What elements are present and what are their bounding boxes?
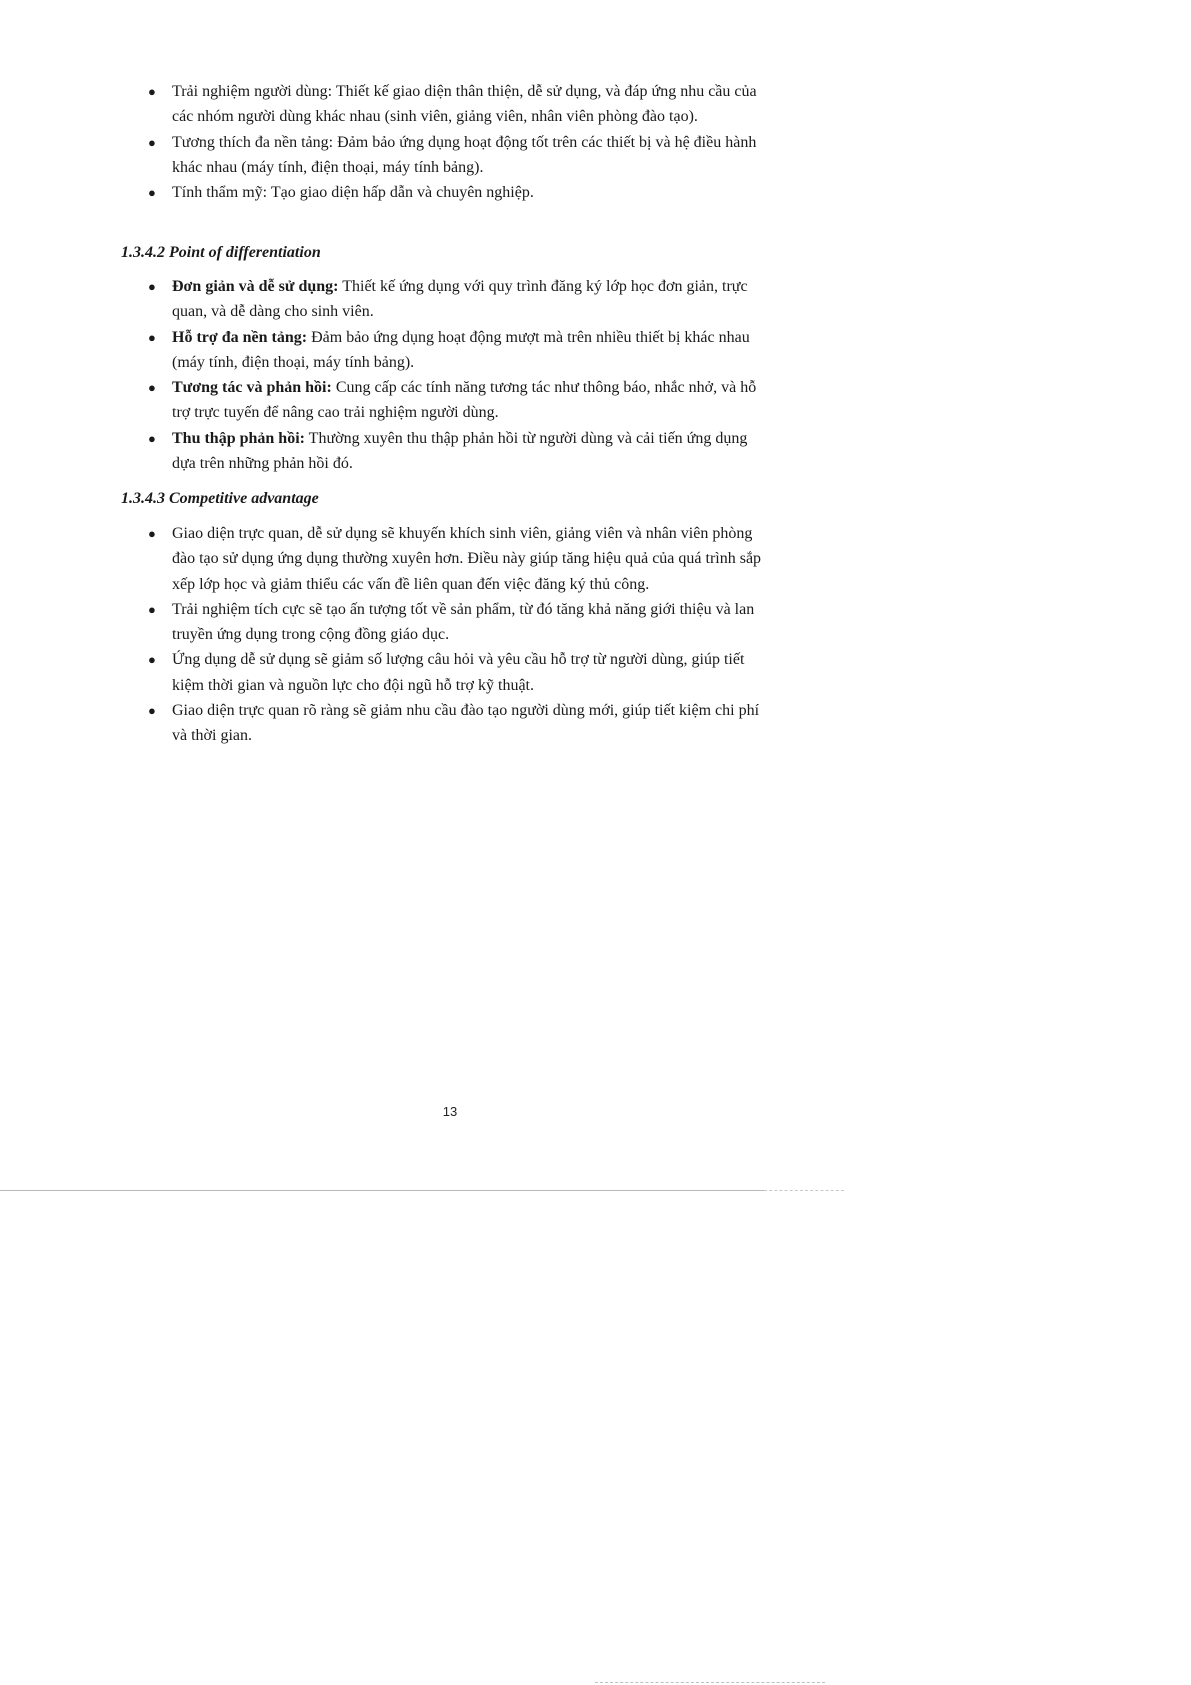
list-item-term: Hỗ trợ đa nền tảng: (172, 328, 308, 346)
section-heading-competitive-advantage: 1.3.4.3 Competitive advantage (121, 490, 319, 507)
list-item (148, 375, 768, 426)
list-item (148, 426, 768, 477)
list-item (148, 180, 768, 205)
list-item-term: Đơn giản và dễ sử dụng: (172, 278, 339, 295)
competitive-advantage-list (148, 521, 768, 749)
bullet-icon: ● (148, 526, 156, 541)
list-item (148, 325, 768, 376)
list-item-text: Trải nghiệm người dùng: Thiết kế giao diện thân thiện, dễ sử dụng, và đáp ứng nhu cầu của các nhóm người dùng khác nhau (sinh viên, giảng viên, nhân viên phòng đào tạo). (172, 83, 757, 126)
page-number: 13 (442, 1104, 458, 1119)
list-item-text: Giao diện trực quan, dễ sử dụng sẽ khuyến khích sinh viên, giảng viên và nhân viên phòng đào tạo sử dụng ứng dụng thường xuyên hơn. Điều này giúp tăng hiệu quả của quá trình sắp xếp lớp học và giảm thiểu các vấn đề liên quan đến việc đăng ký thủ công. (172, 525, 762, 593)
list-item (148, 597, 768, 648)
list-item (148, 130, 768, 181)
list-item-text: Đảm bảo ứng dụng hoạt động mượt mà trên nhiều thiết bị khác nhau (máy tính, điện thoại, máy tính bảng). (172, 328, 750, 371)
list-item (148, 521, 768, 597)
differentiation-list (148, 274, 768, 476)
section-heading-point-of-differentiation: 1.3.4.2 Point of differentiation (121, 244, 321, 261)
ux-requirements-list (148, 79, 768, 205)
list-item (148, 79, 768, 130)
list-item-text: Tương thích đa nền tảng: Đảm bảo ứng dụng hoạt động tốt trên các thiết bị và hệ điều hành khác nhau (máy tính, điện thoại, máy tính bảng). (172, 133, 757, 176)
list-item-text: Trải nghiệm tích cực sẽ tạo ấn tượng tốt về sản phẩm, từ đó tăng khả năng giới thiệu và lan truyền ứng dụng trong cộng đồng giáo dục. (172, 600, 755, 644)
bullet-icon: ● (148, 380, 156, 396)
list-item (148, 698, 768, 749)
list-item-text: Thường xuyên thu thập phản hồi từ người dùng và cải tiến ứng dụng dựa trên những phản hồi đó. (172, 429, 748, 473)
bullet-icon: ● (148, 185, 156, 201)
bullet-icon: ● (148, 329, 156, 345)
list-item-term: Tương tác và phản hồi: (172, 379, 332, 397)
list-item-text: Ứng dụng dễ sử dụng sẽ giảm số lượng câu hỏi và yêu cầu hỗ trợ từ người dùng, giúp tiết kiệm thời gian và nguồn lực cho đội ngũ hỗ trợ kỹ thuật. (172, 651, 745, 694)
bottom-divider (595, 1682, 825, 1683)
bullet-icon: ● (148, 703, 156, 719)
list-item-text: Giao diện trực quan rõ ràng sẽ giảm nhu cầu đào tạo người dùng mới, giúp tiết kiệm chi phí và thời gian. (172, 702, 760, 745)
list-item-term: Thu thập phản hồi: (172, 429, 305, 447)
list-item-text: Cung cấp các tính năng tương tác như thông báo, nhắc nhở, và hỗ trợ trực tuyến để nâng cao trải nghiệm người dùng. (172, 379, 757, 422)
bullet-icon: ● (148, 430, 156, 446)
list-item-text: Tính thẩm mỹ: Tạo giao diện hấp dẫn và chuyên nghiệp. (172, 184, 534, 202)
page-break-divider (0, 1190, 764, 1191)
list-item-text: Thiết kế ứng dụng với quy trình đăng ký lớp học đơn giản, trực quan, và dễ dàng cho sinh viên. (172, 278, 748, 321)
list-item (148, 274, 768, 325)
bullet-icon: ● (148, 134, 156, 150)
bullet-icon: ● (148, 652, 156, 668)
list-item (148, 647, 768, 698)
page-break-divider-dashed (764, 1190, 844, 1191)
bullet-icon: ● (148, 84, 156, 99)
bullet-icon: ● (148, 279, 156, 294)
bullet-icon: ● (148, 601, 156, 617)
